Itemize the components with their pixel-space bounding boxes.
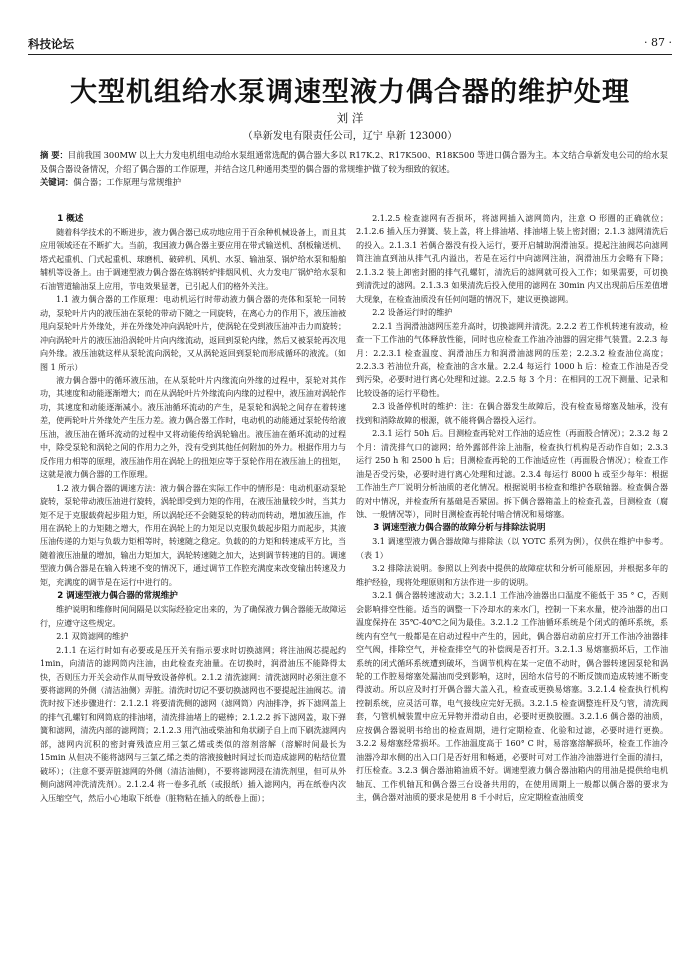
- section-heading: 2.2 设备运行时的维护: [372, 307, 453, 318]
- abstract-label: 摘 要：: [40, 150, 68, 160]
- running-header: [28, 34, 672, 55]
- body-paragraph: 液力偶合器中的循环液压油，在从泵轮叶片内缘流向外缘的过程中，泵轮对其作功，其速度和动能逐渐增大；而在从涡轮叶片外缘流向内缘的过程中，液压油对涡轮作功，其速度和动能逐渐减小。液压油循环流动的产生，是泵轮和涡轮之间存在着转速差，使两轮叶片外缘处产生压力差。液力偶合器工作时，电动机的动能通过泵轮传给液压油，液压油在循环流动的过程中又将动能传给涡轮输出。液压油在循环流动的过程中，除受泵轮和涡轮之间的作用力之外，没有受到其他任何附加的外力。根据作用力与反作用力相等的原理，液压油作用在涡轮上的扭矩应等于泵轮作用在液压油上的扭矩，这就是液力偶合器的工作原理。: [40, 375, 346, 480]
- abstract-text: 目前我国 300MW 以上大力发电机组电动给水泵组通常选配的偶合器大多以 R17K.2、R17K500、R18K500 等进口偶合器为主。本文结合阜新发电公司的给水泵及偶合器设备情况，介绍了偶合器的工作原理，并结合这几种通用类型的偶合器的常规维护做了较为细致的叙述。: [40, 150, 668, 174]
- section-heading: 2.1 双筒滤网的维护: [56, 631, 129, 642]
- keywords-text: 偶合器；工作原理与常规维护: [73, 177, 182, 188]
- body-paragraph: 2.3.1 运行 50h 后。目测检查再轮对工作油的适应性（再面股合情况）；2.3.2 每 2 个月：清洗排气口的滤网；给外露部件涂上油脂，检查执行机构是否动作自如；2.3.3 运行 250 h 和 2500 h 后；目测检查再轮的工作油适应性（再面股合情况）；检查工作油是否受污染，必要时进行离心处理和过滤。2.3.4 每运行 8000 h 或至少每年：根据工作油生产厂说明分析油质的老化情况。根据说明书检查和维护各联轴器。检查偶合器的对中情况，并检查所有基础是否紧固。拆下偶合器箱盖上的检查孔盖，目测检查（腐蚀、一般情况等），同时目测检查再轮付啮合情况和易熔塞。: [356, 429, 668, 519]
- section-heading: 3 调速型液力偶合器的故障分析与排除法说明: [373, 523, 546, 534]
- page-number: · 87 ·: [644, 36, 672, 49]
- body-paragraph: 1.2 液力偶合器的调速方法：液力偶合器在实际工作中的情形是：电动机驱动泵轮旋转，泵轮带动液压油进行旋转，涡轮即受到力矩的作用，在液压油量较少时，当其力矩不足于克服载荷起步阻力矩，所以涡轮还不会随泵轮的转动而转动，增加液压油，作用在涡轮上的力矩随之增大，作用在涡轮上的力矩足以克服负载起步阻力而起步，其液压油传递的力矩与负载力矩相等时，转速随之稳定。负载的的力矩和转速成平方比，当随着液压油量的增加，输出力矩加大，涡轮转速随之加大，达到调节转速的目的。调速型液力偶合器是在输入转速不变的情况下，通过调节工作腔充满度来改变输出转速及力矩，充满度的调节是在运行中进行的。: [40, 483, 346, 587]
- body-paragraph: 3.2.1 偶合器转速波动大；3.2.1.1 工作油冷油器出口温度不能低于 35 ° C，否则会影响排空性能。适当的调整一下冷却水的来水门，控制一下来水量，使冷油器的出口温度保持在 35℃-40℃之间为最佳。3.2.1.2 工作油循环系统是个闭式的循环系统，系统内有空气一般都是在启动过程中产生的，因此，偶合器启动前应打开工作油冷油器排空气阀，排除空气，并检查排空气的补偿阀是否打开。3.2.1.3 易熔塞损坏后，工作油系统的闭式循环系统遭到破坏，当调节机构在某一定值不动时，偶合器转速因泵轮和涡轮的工作腔易熔塞处漏油而受到影响，这时，因给水信号的不断反馈而造成转速不断变得波动。所以应及时打开偶合器大盖入孔，检查或更换易熔塞。3.2.1.4 检查执行机构控制系统，应灵活可靠，电气接线应完好无损。3.2.1.5 检查调整连杆及勺管，清洗阀套，勺管机械装置中应无异物并滑动自由，必要时更换胶圈。3.2.1.6 偶合器的油质，应按偶合器说明书给出的检查周期，进行定期检查、化验和过滤，必要时进行更换。3.2.2 易熔塞经常损坏。工作油温度高于 160° C 时，易溶塞溶解损坏，检查工作油冷油器冷却水侧的出入口门是否好用和畅通，必要时可对工作油冷油器进行全面的清扫，打压检查。3.2.3 偶合器油箱油质不好。调速型液力偶合器油箱内的用油是提供给电机轴瓦、工作机轴瓦和偶合器三台设备共用的，在使用周期上一般都以偶合器的要求为主，偶合器对油质的要求是使用 8 千小时后，应定期检查油质变: [356, 591, 668, 803]
- keywords: [40, 176, 668, 190]
- body-paragraph: 随着科学技术的不断进步，液力偶合器已成功地应用于百余种机械设备上，而且其应用领域还在不断扩大。当前，我国液力偶合器主要应用在带式输送机、刮板输送机、塔式起重机、门式起重机、球磨机、破碎机、风机、水泵、输油泵、锅炉给水泵和船舶辅机等设备上。由于调速型液力偶合器在炼钢转炉排烟风机、火力发电厂锅炉给水泵和石油管道输油泵上应用，节电效果显著，已引起人们的格外关注。: [40, 228, 346, 291]
- abstract: [40, 149, 668, 176]
- article-affiliation: （阜新发电有限责任公司，辽宁 阜新 123000）: [242, 131, 458, 142]
- body-paragraph: 2.3 设备停机时的维护：注：在偶合器发生故障后，没有检查易熔塞及轴承，没有找到和消除故障的根源，就不能将偶合器投入运行。: [356, 402, 668, 425]
- body-paragraph: 3.1 调速型液力偶合器故障与排除法（以 YOTC 系列为例），仅供在维护中参考。（表 1）: [356, 537, 668, 560]
- article-title: 大型机组给水泵调速型液力偶合器的维护处理: [70, 77, 630, 108]
- section-heading: 1 概述: [57, 214, 84, 224]
- article-author: 刘 洋: [336, 111, 364, 125]
- body-paragraph: 2.1.1 在运行时如有必要或是压开关有指示要求时切换滤网；将注油阀芯提起约 1min，向清洁的滤网筒内注油，由此检查充油量。在切换时，润滑油压不能降得太快，否则压力开关会动作从而导致设备停机。2.1.2 清洗滤网：清洗滤网时必须注意不要将滤网的外侧（清洁油侧）弄脏。清洗时切记不要切换滤网也不要提起注油阀芯。清洗时按下述步骤进行：2.1.2.1 将要清洗侧的滤网（滤网筒）内油排净，拆下滤网盖上的排气孔螺钉和网筒底的排油堵，清洗排油堵上的磁棒；2.1.2.2 拆下滤网盖，取下弹簧和滤网，清洗内部的滤网筒；2.1.2.3 用汽油或柴油和角状刷子自上而下刷洗滤网内部，滤网内沉积的密封膏残渣应用三氯乙烯或类似的溶剂溶解（溶解时间最长为 15min 从但决不能将滤网与三氯乙烯之类的溶液接触时间过长而造成滤网的粘结位置破坏）；（注意不要弄脏滤网的外侧（清洁油侧），不要将滤网浸在清洗剂里，但可从外侧向滤网冲洗清洗剂）。2.1.2.4 将一卷多孔纸（或报纸）插入滤网内，再在纸卷内次入压缩空气，然后小心地取下纸卷（脏物粘在插入的纸卷上面）；: [40, 645, 346, 803]
- section-heading: 2 调速型液力偶合器的常规维护: [57, 591, 178, 602]
- body-paragraph: 2.2.1 当润滑油滤网压差升高时，切换滤网并清洗。2.2.2 若工作机转速有波动，检查一下工作油的气体释放性能，同时也应检查工作油冷油器的固定排气装置。2.2.3 每月：2.2.3.1 检查温度、润滑油压力和润滑油滤网的压差；2.2.3.2 检查油位高度；2.2.3.3 若油位升高，检查油的含水量。2.2.4 每运行 1000 h 后：检查工作油是否受到污染，必要时进行离心处理和过滤。2.2.5 每 3 个月：在相同的工况下测量、记录和比较设备的运行平稳性。: [356, 321, 668, 398]
- keywords-label: 关键词：: [40, 177, 74, 188]
- abstract-block: [40, 149, 668, 190]
- body-paragraph: 1.1 液力偶合器的工作原理：电动机运行时带动液力偶合器的壳体和泵轮一同转动，泵轮叶片内的液压油在泵轮的带动下随之一同旋转，在离心力的作用下，液压油被甩向泵轮叶片外缘处，并在外缘处冲向涡轮叶片，使涡轮在受到液压油冲击力而旋转；冲向涡轮叶片的液压油沿涡轮叶片向内缘流动，返回到泵轮内缘，然后又被泵轮再次甩向外缘。液压油就这样从泵轮流向涡轮，又从涡轮返回到泵轮而形成循环的液流。（如图 1 所示）: [40, 295, 346, 372]
- journal-section-label: 科技论坛: [28, 37, 74, 51]
- body-column-left: [40, 212, 346, 956]
- body-paragraph: 3.2 排除法说明。参照以上列表中提供的故障症状和分析可能原因，并根据多年的维护经验，现将处理原则和方法作进一步的说明。: [356, 564, 668, 587]
- body-paragraph: 维护说明和维修时间间隔是以实际经验定出来的，为了确保液力偶合器能无故障运行，应遵守这些规定。: [40, 605, 346, 628]
- body-column-right: [356, 212, 668, 956]
- body-paragraph: 2.1.2.5 检查滤网有否损坏，将滤网插入滤网筒内，注意 O 形圈的正确就位；2.1.2.6 插入压力弹簧、装上盖，将上排油堵、排油堵上装上密封圈；2.1.3 滤网清洗后的投入。2.1.3.1 若偶合器没有投入运行，要开启辅助润滑油泵。提起注油阀芯向滤网筒注油直到油从排气孔内溢出，若是在运行中向滤网注油，润滑油压力会略有下降；2.1.3.2 装上卸密封圈的排气孔螺钉，清洗后的滤网就可投入工作；如果需要，可切换到清洗过的滤网。2.1.3.3 如果清洗后投入使用的滤网在 30min 内又出现前后压差值增大现象，在检查油质没有任何问题的情况下，建议更换滤网。: [356, 214, 668, 304]
